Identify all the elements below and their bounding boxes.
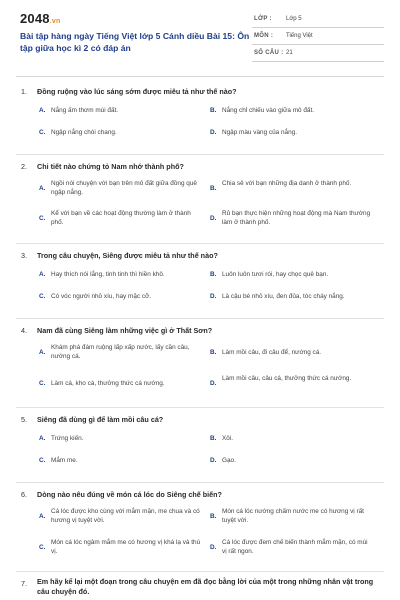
option-text: Rủ bạn thực hiện những hoạt động mà Nam thường làm ở thành phố. [222, 210, 371, 226]
option-text: Món cá lóc ngâm mắm me có hương vị khá lạ và thú vị. [51, 539, 201, 555]
question-heading [16, 483, 384, 505]
options [16, 341, 384, 403]
option-letter: D. [210, 457, 217, 464]
option-letter: C. [39, 129, 46, 136]
option-text: Chia sẻ với bạn những địa danh ở thành phố. [222, 180, 352, 187]
option-text: Gạo. [222, 457, 236, 464]
option-text: Khám phá đám ruộng lấp xấp nước, lấy cần câu, nướng cá. [51, 344, 190, 360]
question-number: 3. [21, 251, 27, 260]
question-1 [16, 80, 384, 155]
option-text: Có vóc người nhỏ xíu, hay mặc cỡ. [51, 293, 152, 300]
option-text: Mắm me. [51, 457, 78, 464]
option-letter: A. [39, 513, 46, 520]
option-letter: B. [210, 107, 217, 114]
option-letter: D. [210, 380, 217, 387]
option-text: Cá lóc được kho cùng với mắm mặn, me chua và có hương vị tuyệt vời. [51, 508, 200, 524]
option-letter: C. [39, 293, 46, 300]
option-text: Nắng chỉ chiếu vào giữa mô đất. [222, 107, 315, 114]
option-text: Làm cá, kho cá, thưởng thức cá nướng. [51, 380, 165, 387]
question-text: Nam đã cùng Siêng làm những việc gì ở Thất Sơn? [37, 326, 213, 335]
option-letter: D. [210, 129, 217, 136]
option-letter: C. [39, 215, 46, 222]
question-4 [16, 319, 384, 408]
option-text: Làm mồi câu, câu cá, thưởng thức cá nướng. [222, 375, 352, 382]
question-text: Siêng đã dùng gì để làm mồi câu cá? [37, 415, 164, 424]
info-value: Lớp 5 [286, 16, 302, 22]
document-title: Bài tập hàng ngày Tiếng Việt lớp 5 Cánh diều Bài 15: Ôn tập giữa học kì 2 có đáp án [20, 31, 250, 53]
question-text: Đồng ruộng vào lúc sáng sớm được miêu tả như thế nào? [37, 87, 237, 96]
option-letter: A. [39, 107, 46, 114]
option-text: Làm mồi câu, đi câu để, nướng cá. [222, 349, 322, 356]
option-text: Ngồi nói chuyện với bạn trên mô đất giữa đồng quê ngập nắng. [51, 180, 197, 196]
option-letter: B. [210, 513, 217, 520]
info-label: MÔN : [254, 33, 274, 39]
info-value: Tiếng Việt [286, 33, 313, 39]
question-heading [16, 80, 384, 102]
option-text: Nắng ấm thơm mùi đất. [51, 107, 119, 114]
option-text: Món cá lóc nướng chấm nước me có hương vị rất tuyệt vời. [222, 508, 364, 524]
option-text: Là cậu bé nhỏ xíu, đen đủa, tóc cháy nắng. [222, 293, 345, 300]
option-letter: B. [210, 271, 217, 278]
options [16, 102, 384, 150]
options [16, 505, 384, 567]
option-text: Cá lóc được đem chế biến thành mắm mặn, có mùi vị rất ngon. [222, 539, 368, 555]
option-text: Luôn luôn tươi rói, hay chọc quê bạn. [222, 271, 329, 278]
question-7 [16, 572, 384, 600]
option-text: Hay thích nói lắng, tinh tinh thì hiền khô. [51, 271, 165, 278]
logo-suffix: .vn [49, 18, 61, 25]
header-divider [16, 76, 384, 77]
question-6 [16, 483, 384, 572]
option-letter: B. [210, 349, 217, 356]
info-row-count [252, 45, 384, 62]
question-heading [16, 244, 384, 266]
option-letter: C. [39, 380, 46, 387]
info-value: 21 [286, 50, 293, 56]
option-letter: A. [39, 349, 46, 356]
question-text: Trong câu chuyện, Siêng được miêu tả như thế nào? [37, 251, 218, 260]
options [16, 177, 384, 239]
option-letter: A. [39, 435, 46, 442]
question-2 [16, 155, 384, 244]
option-text: Kể với bạn về các hoạt động thường làm ở thành phố. [51, 210, 191, 226]
question-heading [16, 155, 384, 177]
options [16, 430, 384, 478]
option-text: Trứng kiến. [51, 435, 84, 442]
option-letter: B. [210, 185, 217, 192]
question-number: 4. [21, 326, 27, 335]
question-heading [16, 319, 384, 341]
option-letter: D. [210, 215, 217, 222]
options [16, 266, 384, 314]
option-letter: C. [39, 544, 46, 551]
question-number: 6. [21, 490, 27, 499]
question-heading [16, 408, 384, 430]
info-row-subject [252, 28, 384, 45]
option-letter: A. [39, 185, 46, 192]
question-heading [16, 572, 384, 600]
option-letter: B. [210, 435, 217, 442]
option-letter: D. [210, 293, 217, 300]
option-text: Ngập nắng chói chang. [51, 129, 117, 136]
option-letter: A. [39, 271, 46, 278]
question-text: Chi tiết nào chứng tỏ Nam nhớ thành phố? [37, 162, 184, 171]
site-logo[interactable] [20, 11, 60, 26]
question-text: Em hãy kể lại một đoạn trong câu chuyện em đã đọc bằng lời của một trong những nhân vật trong câu chuyện đó. [37, 577, 374, 596]
logo-main: 2048 [20, 11, 50, 26]
info-panel [252, 11, 384, 62]
question-text: Dòng nào nêu đúng về món cá lóc do Siêng chế biến? [37, 490, 222, 499]
question-number: 5. [21, 415, 27, 424]
question-5 [16, 408, 384, 483]
question-list [0, 80, 400, 600]
info-row-class [252, 11, 384, 28]
option-letter: D. [210, 544, 217, 551]
question-3 [16, 244, 384, 319]
info-label: SỐ CÂU : [254, 50, 284, 56]
info-label: LỚP : [254, 16, 272, 22]
question-number: 2. [21, 162, 27, 171]
option-text: Ngập màu vàng của nắng. [222, 129, 297, 136]
document-header [0, 0, 400, 70]
option-letter: C. [39, 457, 46, 464]
question-number: 1. [21, 87, 27, 96]
question-number: 7. [21, 579, 27, 588]
option-text: Xôi. [222, 435, 234, 442]
